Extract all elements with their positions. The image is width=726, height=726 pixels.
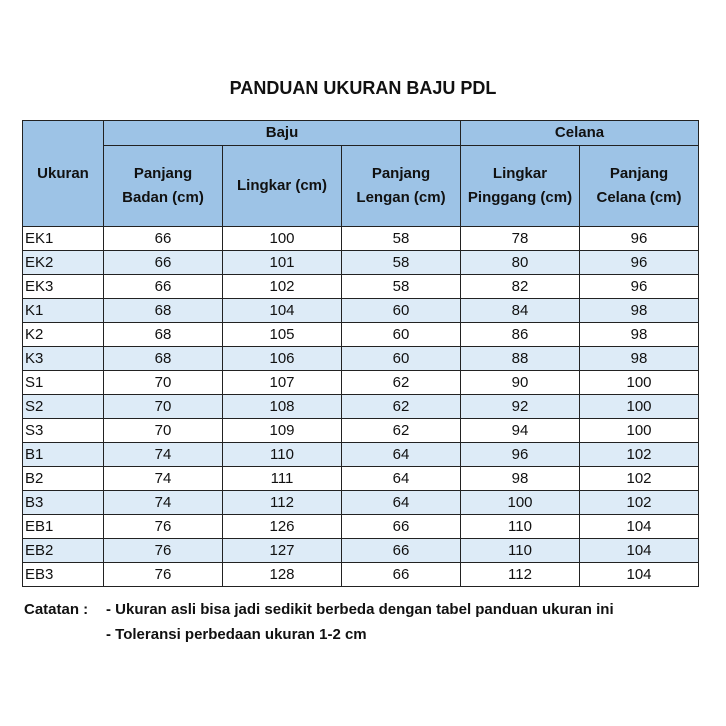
table-row (23, 275, 699, 299)
size-chart-table (22, 120, 699, 587)
value-cell: 98 (580, 323, 699, 347)
value-cell: 74 (104, 443, 223, 467)
value-cell: 101 (223, 251, 342, 275)
value-cell: 64 (342, 467, 461, 491)
value-cell: 100 (461, 491, 580, 515)
value-cell: 110 (461, 515, 580, 539)
value-cell: 66 (342, 539, 461, 563)
header-group-pants: Celana (461, 121, 699, 146)
column-header: Lingkar (cm) (223, 146, 342, 227)
table-row (23, 491, 699, 515)
column-header: Panjang Badan (cm) (104, 146, 223, 227)
value-cell: 62 (342, 371, 461, 395)
table-row (23, 539, 699, 563)
value-cell: 60 (342, 347, 461, 371)
value-cell: 58 (342, 251, 461, 275)
value-cell: 76 (104, 563, 223, 587)
value-cell: 100 (580, 395, 699, 419)
value-cell: 90 (461, 371, 580, 395)
size-cell: EK3 (23, 275, 104, 299)
value-cell: 68 (104, 323, 223, 347)
value-cell: 62 (342, 419, 461, 443)
value-cell: 102 (580, 443, 699, 467)
value-cell: 98 (461, 467, 580, 491)
value-cell: 96 (580, 275, 699, 299)
value-cell: 107 (223, 371, 342, 395)
notes-label: Catatan : (24, 601, 89, 618)
size-cell: K1 (23, 299, 104, 323)
value-cell: 64 (342, 491, 461, 515)
size-cell: EK2 (23, 251, 104, 275)
column-header: Panjang Celana (cm) (580, 146, 699, 227)
value-cell: 60 (342, 323, 461, 347)
value-cell: 110 (461, 539, 580, 563)
value-cell: 104 (580, 563, 699, 587)
table-row (23, 251, 699, 275)
value-cell: 76 (104, 515, 223, 539)
value-cell: 58 (342, 227, 461, 251)
value-cell: 112 (223, 491, 342, 515)
value-cell: 68 (104, 347, 223, 371)
value-cell: 68 (104, 299, 223, 323)
value-cell: 66 (104, 275, 223, 299)
size-cell: S3 (23, 419, 104, 443)
value-cell: 74 (104, 491, 223, 515)
value-cell: 82 (461, 275, 580, 299)
value-cell: 70 (104, 419, 223, 443)
size-cell: EB3 (23, 563, 104, 587)
value-cell: 98 (580, 347, 699, 371)
value-cell: 128 (223, 563, 342, 587)
value-cell: 66 (104, 251, 223, 275)
table-row (23, 227, 699, 251)
size-cell: B3 (23, 491, 104, 515)
value-cell: 76 (104, 539, 223, 563)
value-cell: 112 (461, 563, 580, 587)
value-cell: 98 (580, 299, 699, 323)
table-row (23, 563, 699, 587)
table-row (23, 467, 699, 491)
value-cell: 106 (223, 347, 342, 371)
value-cell: 66 (342, 515, 461, 539)
column-header: Panjang Lengan (cm) (342, 146, 461, 227)
value-cell: 74 (104, 467, 223, 491)
value-cell: 104 (580, 539, 699, 563)
header-size: Ukuran (23, 121, 104, 227)
value-cell: 108 (223, 395, 342, 419)
value-cell: 111 (223, 467, 342, 491)
value-cell: 88 (461, 347, 580, 371)
value-cell: 100 (580, 419, 699, 443)
note-item: - Toleransi perbedaan ukuran 1-2 cm (106, 626, 367, 643)
value-cell: 127 (223, 539, 342, 563)
value-cell: 64 (342, 443, 461, 467)
value-cell: 96 (580, 227, 699, 251)
value-cell: 102 (580, 491, 699, 515)
table-row (23, 515, 699, 539)
value-cell: 110 (223, 443, 342, 467)
value-cell: 104 (580, 515, 699, 539)
value-cell: 102 (223, 275, 342, 299)
value-cell: 100 (223, 227, 342, 251)
size-cell: S1 (23, 371, 104, 395)
value-cell: 126 (223, 515, 342, 539)
table-row (23, 395, 699, 419)
page-title: PANDUAN UKURAN BAJU PDL (229, 78, 497, 98)
value-cell: 104 (223, 299, 342, 323)
table-row (23, 443, 699, 467)
table-row (23, 419, 699, 443)
column-header: Lingkar Pinggang (cm) (461, 146, 580, 227)
value-cell: 66 (342, 563, 461, 587)
value-cell: 100 (580, 371, 699, 395)
value-cell: 66 (104, 227, 223, 251)
value-cell: 58 (342, 275, 461, 299)
value-cell: 62 (342, 395, 461, 419)
value-cell: 78 (461, 227, 580, 251)
table-row (23, 347, 699, 371)
size-cell: EB2 (23, 539, 104, 563)
note-item: - Ukuran asli bisa jadi sedikit berbeda dengan tabel panduan ukuran ini (106, 601, 614, 618)
value-cell: 94 (461, 419, 580, 443)
size-cell: B1 (23, 443, 104, 467)
size-cell: K3 (23, 347, 104, 371)
size-cell: EB1 (23, 515, 104, 539)
value-cell: 105 (223, 323, 342, 347)
size-cell: EK1 (23, 227, 104, 251)
value-cell: 70 (104, 371, 223, 395)
value-cell: 70 (104, 395, 223, 419)
table-row (23, 323, 699, 347)
table-row (23, 371, 699, 395)
value-cell: 60 (342, 299, 461, 323)
table-row (23, 299, 699, 323)
value-cell: 84 (461, 299, 580, 323)
notes (24, 597, 614, 647)
size-cell: S2 (23, 395, 104, 419)
header-group-shirt: Baju (104, 121, 461, 146)
value-cell: 86 (461, 323, 580, 347)
value-cell: 102 (580, 467, 699, 491)
value-cell: 96 (461, 443, 580, 467)
value-cell: 92 (461, 395, 580, 419)
size-cell: B2 (23, 467, 104, 491)
value-cell: 96 (580, 251, 699, 275)
value-cell: 109 (223, 419, 342, 443)
value-cell: 80 (461, 251, 580, 275)
size-cell: K2 (23, 323, 104, 347)
